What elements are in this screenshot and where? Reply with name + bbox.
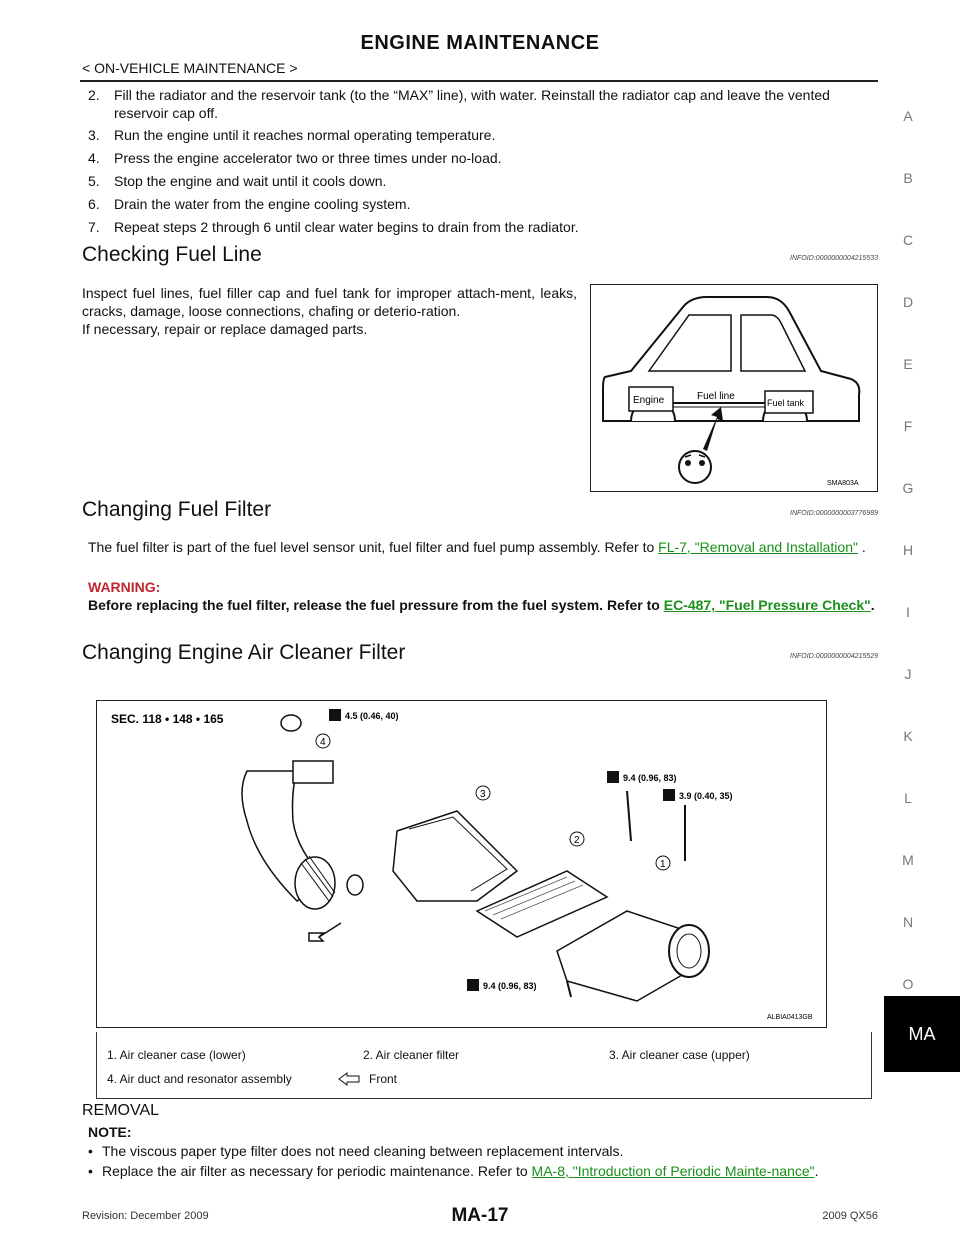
- torque-value-top: 4.5 (0.46, 40): [345, 711, 399, 721]
- footer-model: 2009 QX56: [822, 1210, 878, 1222]
- callout-2: 2: [574, 835, 580, 846]
- link-fl-7[interactable]: FL-7, "Removal and Installation": [658, 539, 858, 555]
- bullet-text: The viscous paper type filter does not need cleaning between replacement intervals.: [102, 1143, 624, 1159]
- side-index-m[interactable]: M: [902, 852, 914, 868]
- bullet-item: [88, 1162, 880, 1180]
- step-text: Repeat steps 2 through 6 until clear water begins to drain from the radiator.: [114, 219, 579, 235]
- bullet-text-after: .: [814, 1163, 819, 1179]
- side-index-l[interactable]: L: [904, 790, 912, 806]
- step-number: 7.: [88, 219, 100, 235]
- callout-1: 1: [660, 859, 666, 870]
- legend-item-front: Front: [369, 1072, 398, 1086]
- fuel-line-instruction: Inspect fuel lines, fuel filler cap and fuel tank for improper attach-ment, leaks, cracks, damage, loose connections, chafing or deterio-ration.: [82, 285, 577, 319]
- heading-changing-air-cleaner: Changing Engine Air Cleaner Filter: [82, 641, 406, 664]
- inspection-arrow-icon: [703, 407, 723, 451]
- figure-code: SMA803A: [827, 480, 859, 487]
- torque-value-bottom: 9.4 (0.96, 83): [483, 981, 537, 991]
- step-item: [88, 126, 880, 144]
- heading-changing-fuel-filter: Changing Fuel Filter: [82, 498, 272, 521]
- side-index-n[interactable]: N: [902, 914, 914, 930]
- step-number: 6.: [88, 196, 100, 212]
- figure-code: ALBIA0413GB: [767, 1014, 813, 1021]
- page-title: ENGINE MAINTENANCE: [360, 32, 600, 54]
- bullet-icon: •: [88, 1143, 93, 1159]
- warning-text-end: .: [870, 597, 875, 613]
- warning-text: Before replacing the fuel filter, release the fuel pressure from the fuel system. Refer to: [88, 597, 664, 613]
- link-ec-487[interactable]: EC-487, "Fuel Pressure Check": [663, 597, 871, 613]
- section-subtitle: < ON-VEHICLE MAINTENANCE >: [82, 60, 298, 76]
- fuel-line-figure: [590, 284, 878, 492]
- side-index-j[interactable]: J: [904, 666, 912, 682]
- bullet-text-before: Replace the air filter as necessary for periodic maintenance. Refer to: [102, 1163, 532, 1179]
- step-item: [88, 149, 880, 167]
- side-index-f[interactable]: F: [903, 418, 913, 434]
- side-index-b[interactable]: B: [903, 170, 913, 186]
- step-number: 3.: [88, 127, 100, 143]
- side-index-e[interactable]: E: [903, 356, 913, 372]
- step-item: [88, 218, 880, 236]
- bullet-item: [88, 1142, 880, 1160]
- air-cleaner-figure: [96, 700, 827, 1028]
- legend-item-2: 2. Air cleaner filter: [363, 1048, 460, 1062]
- side-index-i[interactable]: I: [906, 604, 910, 620]
- step-item: [88, 195, 880, 213]
- car-diagram: [591, 285, 877, 491]
- infoid-fuel-line: INFOID:0000000004215533: [790, 255, 878, 262]
- heading-checking-fuel-line: Checking Fuel Line: [82, 243, 262, 266]
- legend-item-3: 3. Air cleaner case (upper): [609, 1048, 750, 1062]
- infoid-fuel-filter: INFOID:0000000003776989: [790, 510, 878, 517]
- side-index-a[interactable]: A: [903, 108, 913, 124]
- inspector-face-icon: [679, 451, 711, 483]
- note-label: NOTE:: [88, 1124, 132, 1140]
- step-number: 5.: [88, 173, 100, 189]
- torque-wrench-icon: [663, 789, 675, 801]
- footer-page-number: MA-17: [451, 1205, 509, 1226]
- section-tab-ma[interactable]: MA: [884, 996, 960, 1072]
- step-text: Fill the radiator and the reservoir tank (to the “MAX” line), with water. Reinstall the radiator cap and leave the vented reservoir cap off.: [114, 87, 830, 121]
- side-index-g[interactable]: G: [902, 480, 914, 496]
- fuel-filter-text: The fuel filter is part of the fuel level sensor unit, fuel filter and fuel pump assembly. Refer to: [88, 539, 659, 555]
- step-text: Run the engine until it reaches normal operating temperature.: [114, 127, 496, 143]
- step-number: 2.: [88, 87, 100, 103]
- side-index-c[interactable]: C: [902, 232, 914, 248]
- legend-item-4: 4. Air duct and resonator assembly: [107, 1072, 292, 1086]
- side-index-d[interactable]: D: [902, 294, 914, 310]
- engine-label: Engine: [633, 395, 665, 406]
- torque-value-mid2: 3.9 (0.40, 35): [679, 791, 733, 801]
- link-ma-8[interactable]: MA-8, "Introduction of Periodic Mainte-nance": [531, 1163, 815, 1179]
- callout-4: 4: [320, 737, 326, 748]
- fuel-filter-paragraph: [88, 538, 880, 556]
- side-index-h[interactable]: H: [902, 542, 914, 558]
- step-number: 4.: [88, 150, 100, 166]
- bullet-icon: •: [88, 1163, 93, 1179]
- warning-paragraph: [88, 596, 880, 614]
- heading-removal: REMOVAL: [82, 1102, 160, 1119]
- infoid-air-cleaner: INFOID:0000000004215529: [790, 653, 878, 660]
- footer-revision: Revision: December 2009: [82, 1210, 209, 1222]
- air-cleaner-diagram: [97, 701, 826, 1027]
- step-item: [88, 172, 880, 190]
- side-index-o[interactable]: O: [902, 976, 914, 992]
- torque-wrench-icon: [607, 771, 619, 783]
- step-text: Stop the engine and wait until it cools down.: [114, 173, 387, 189]
- callout-3: 3: [480, 789, 486, 800]
- front-arrow-icon: [337, 1072, 361, 1086]
- figure-legend: [96, 1032, 872, 1099]
- step-text: Press the engine accelerator two or three times under no-load.: [114, 150, 502, 166]
- fuel-line-paragraph: [82, 284, 577, 338]
- torque-wrench-icon: [467, 979, 479, 991]
- side-index-k[interactable]: K: [903, 728, 913, 744]
- upper-case-part: [393, 811, 517, 901]
- fuel-tank-label: Fuel tank: [767, 398, 805, 408]
- fuel-filter-text-end: .: [857, 539, 866, 555]
- legend-item-1: 1. Air cleaner case (lower): [107, 1048, 246, 1062]
- section-reference: SEC. 118 • 148 • 165: [111, 712, 224, 726]
- header-divider: [80, 80, 878, 82]
- torque-wrench-icon: [329, 709, 341, 721]
- step-text: Drain the water from the engine cooling system.: [114, 196, 411, 212]
- warning-label: WARNING:: [88, 579, 161, 595]
- step-item: [88, 86, 880, 122]
- front-arrow-icon: [309, 923, 341, 941]
- torque-value-mid1: 9.4 (0.96, 83): [623, 773, 677, 783]
- fuel-line-repair: If necessary, repair or replace damaged parts.: [82, 321, 368, 337]
- bullet-text: [102, 1162, 880, 1180]
- fuel-line-label: Fuel line: [697, 391, 735, 402]
